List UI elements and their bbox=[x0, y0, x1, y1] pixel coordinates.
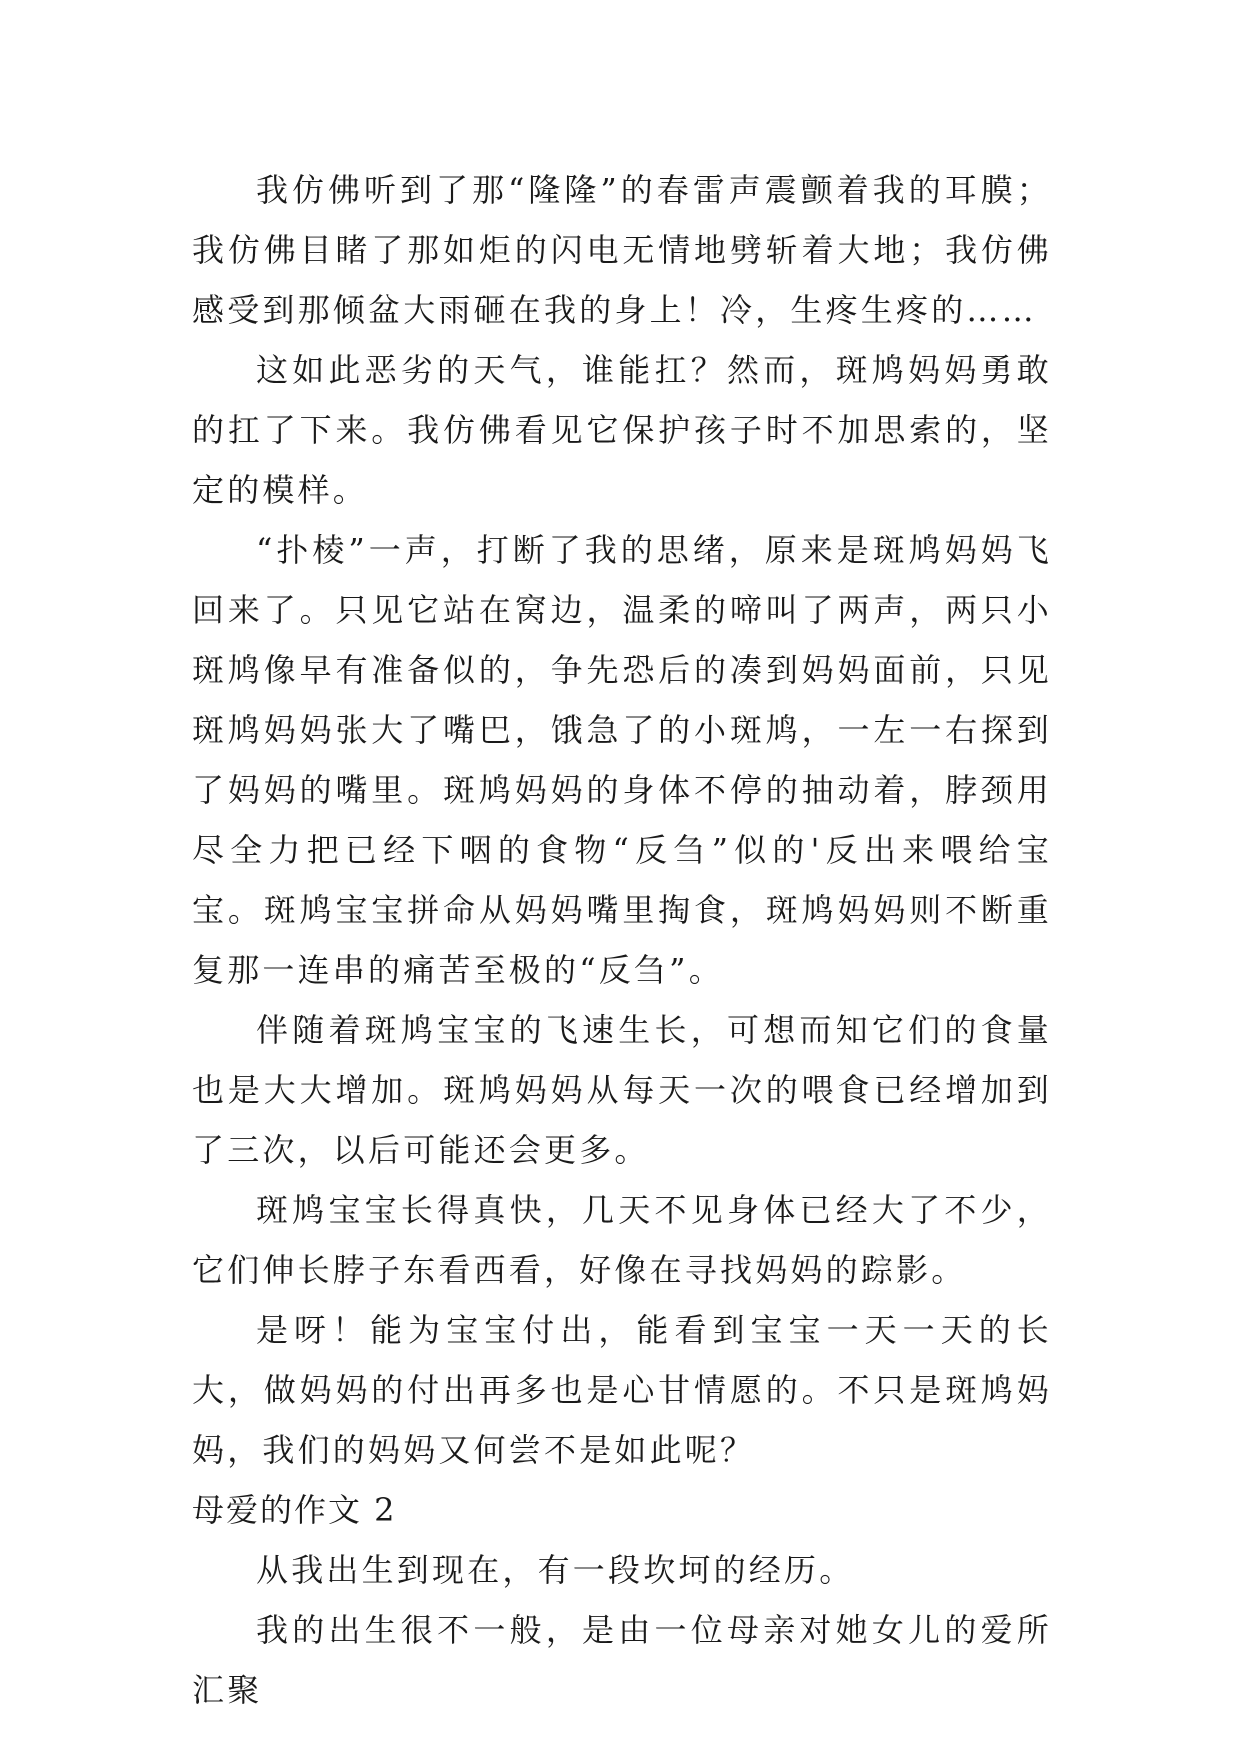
paragraph-6: 是呀！能为宝宝付出，能看到宝宝一天一天的长大，做妈妈的付出再多也是心甘情愿的。不只是斑鸠妈妈，我们的妈妈又何尝不是如此呢？ bbox=[192, 1311, 1052, 1469]
paragraph-2: 这如此恶劣的天气，谁能扛？然而，斑鸠妈妈勇敢的扛了下来。我仿佛看见它保护孩子时不加思索的，坚定的模样。 bbox=[192, 351, 1052, 509]
section-heading: 母爱的作文 2 bbox=[192, 1491, 397, 1529]
paragraph-1: 我仿佛听到了那“隆隆”的春雷声震颤着我的耳膜；我仿佛目睹了那如炬的闪电无情地劈斩着大地；我仿佛感受到那倾盆大雨砸在我的身上！冷，生疼生疼的…… bbox=[192, 171, 1052, 329]
paragraph-7: 从我出生到现在，有一段坎坷的经历。 bbox=[256, 1551, 855, 1589]
document-body bbox=[192, 160, 1052, 1720]
paragraph-3: “扑棱”一声，打断了我的思绪，原来是斑鸠妈妈飞回来了。只见它站在窝边，温柔的啼叫了两声，两只小斑鸠像早有准备似的，争先恐后的凑到妈妈面前，只见斑鸠妈妈张大了嘴巴，饿急了的小斑鸠，一左一右探到了妈妈的嘴里。斑鸠妈妈的身体不停的抽动着，脖颈用尽全力把已经下咽的食物“反刍”似的'反出来喂给宝宝。斑鸠宝宝拼命从妈妈嘴里掏食，斑鸠妈妈则不断重复那一连串的痛苦至极的“反刍”。 bbox=[192, 531, 1052, 989]
paragraph-4: 伴随着斑鸠宝宝的飞速生长，可想而知它们的食量也是大大增加。斑鸠妈妈从每天一次的喂食已经增加到了三次，以后可能还会更多。 bbox=[192, 1011, 1052, 1169]
paragraph-5: 斑鸠宝宝长得真快，几天不见身体已经大了不少，它们伸长脖子东看西看，好像在寻找妈妈的踪影。 bbox=[192, 1191, 1052, 1289]
paragraph-8: 我的出生很不一般，是由一位母亲对她女儿的爱所汇聚 bbox=[192, 1611, 1052, 1709]
